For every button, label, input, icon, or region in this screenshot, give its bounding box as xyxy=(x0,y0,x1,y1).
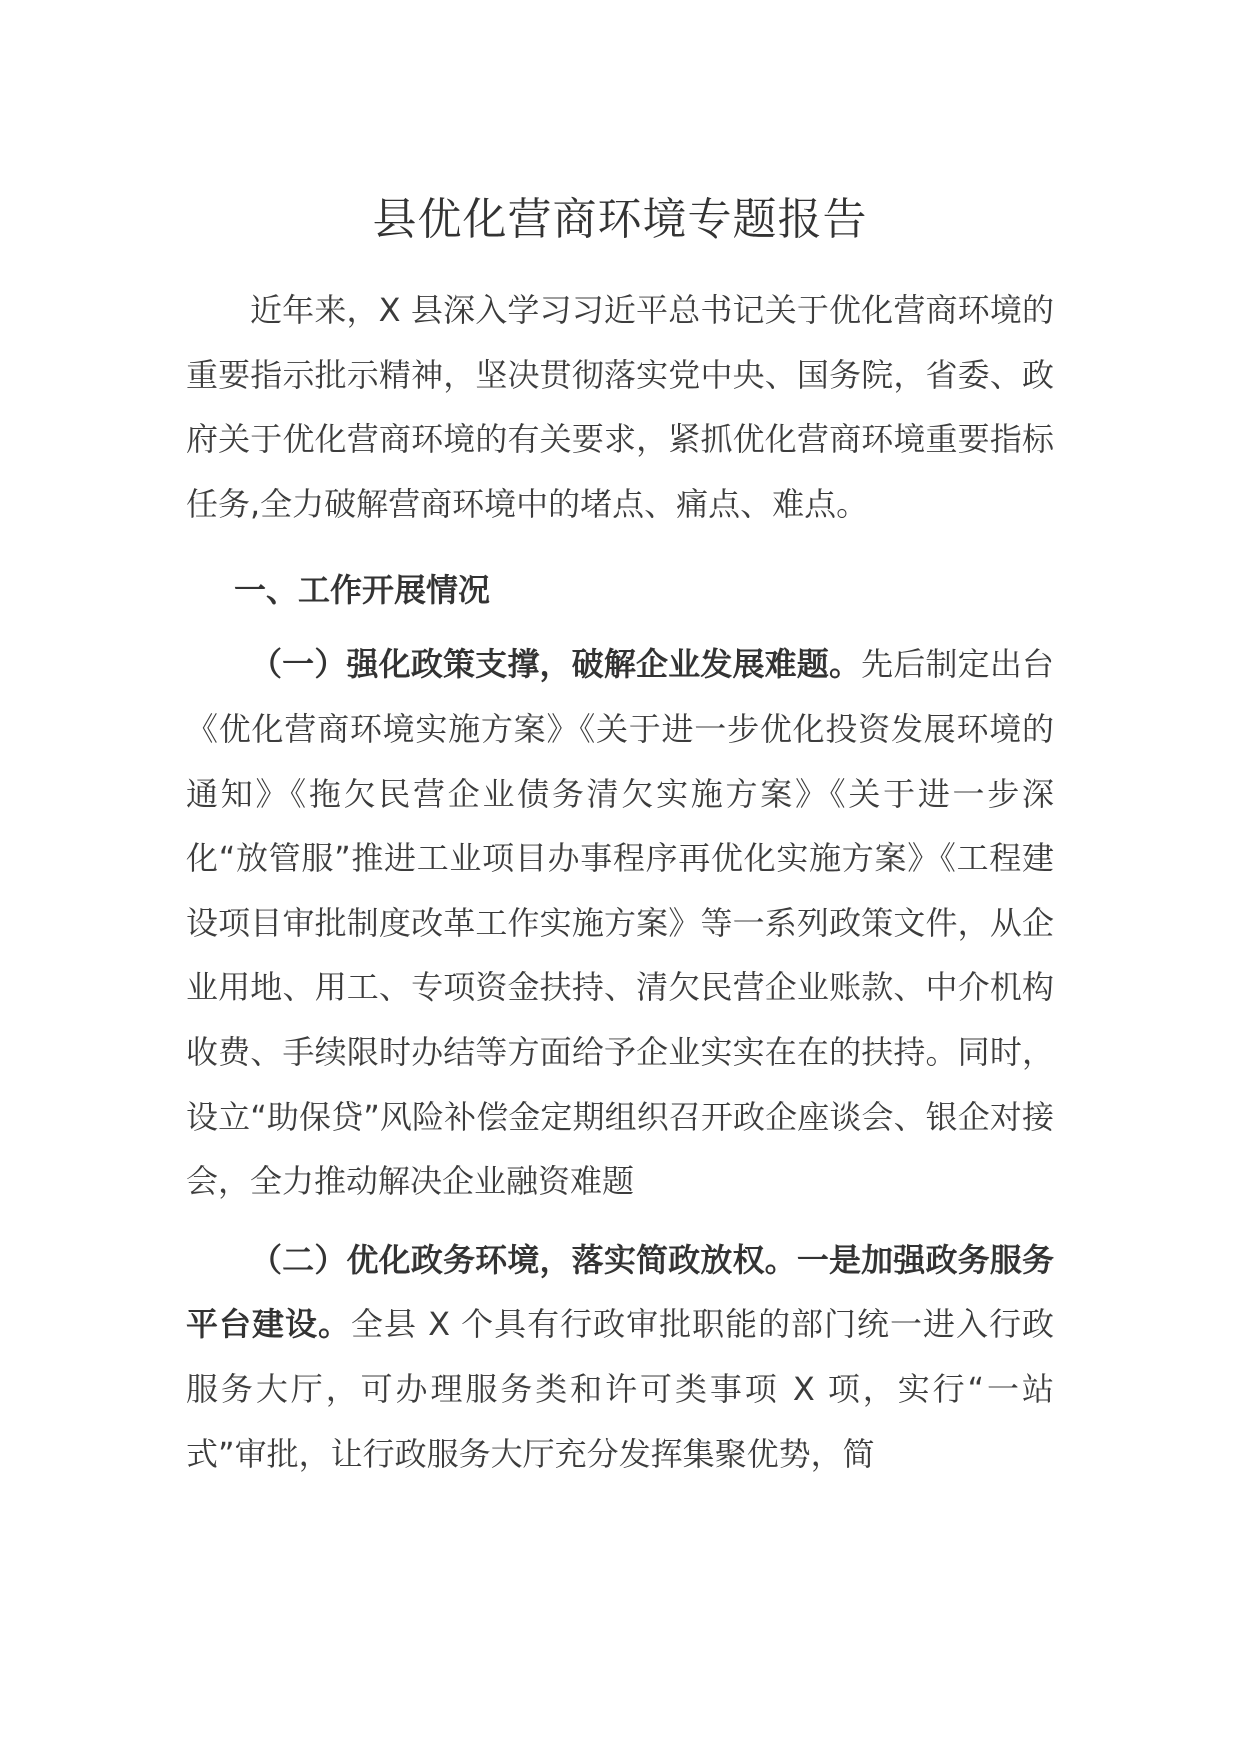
item1-paragraph xyxy=(186,632,1054,1213)
item2-sublead: 一是加强政务服务平台建设。 xyxy=(186,1240,1054,1344)
document-title: 县优化营商环境专题报告 xyxy=(372,194,868,245)
item1-text: 先后制定出台《优化营商环境实施方案》《关于进一步优化投资发展环境的通知》《拖欠民营企业债务清欠实施方案》《关于进一步深化“放管服”推进工业项目办事程序再优化实施方案》《工程建设项目审批制度改革工作实施方案》等一系列政策文件，从企业用地、用工、专项资金扶持、清欠民营企业账款、中介机构收费、手续限时办结等方面给予企业实实在在的扶持。同时，设立“助保贷”风险补偿金定期组织召开政企座谈会、银企对接会，全力推动解决企业融资难题 xyxy=(186,645,1054,1201)
document-body xyxy=(186,278,1054,1486)
item2-lead: （二）优化政务环境，落实简政放权。 xyxy=(250,1240,797,1279)
section-heading: 一、工作开展情况 xyxy=(234,571,491,610)
item2-paragraph xyxy=(186,1228,1054,1486)
intro-paragraph: 近年来，X 县深入学习习近平总书记关于优化营商环境的重要指示批示精神，坚决贯彻落实党中央、国务院，省委、政府关于优化营商环境的有关要求，紧抓优化营商环境重要指标任务,全力破解营商环境中的堵点、痛点、难点。 xyxy=(186,291,1054,523)
item2-text: 全县 X 个具有行政审批职能的部门统一进入行政服务大厅，可办理服务类和许可类事项 X 项，实行“一站式”审批，让行政服务大厅充分发挥集聚优势，简 xyxy=(186,1305,1054,1473)
item1-lead: （一）强化政策支撑，破解企业发展难题。 xyxy=(250,645,862,684)
